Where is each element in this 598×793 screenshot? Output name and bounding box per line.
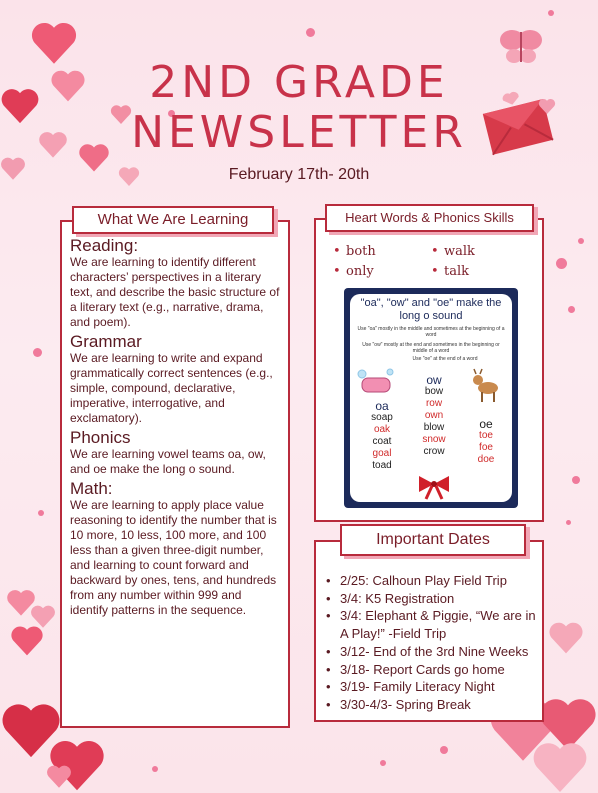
section-heading: Grammar [70, 332, 142, 351]
section-reading [70, 236, 282, 330]
newsletter-title [0, 58, 598, 158]
ow-column [412, 374, 456, 458]
dot-decoration [152, 766, 158, 772]
date-range: February 17th- 20th [228, 166, 370, 183]
heart-decoration [46, 764, 72, 788]
phonics-card-title-line: "oa", "ow" and "oe" make the [360, 297, 502, 309]
section-math [70, 479, 282, 618]
phonics-card-title-line: long o sound [399, 310, 463, 322]
dot-decoration [380, 760, 386, 766]
dot-decoration [566, 520, 571, 525]
column-word: bow [424, 386, 444, 397]
column-word: toe [479, 430, 493, 441]
dot-decoration [568, 306, 575, 313]
section-grammar [70, 332, 282, 426]
heart-words-panel [314, 218, 544, 522]
important-dates-header: Important Dates [340, 524, 526, 556]
heart-word: • walk [444, 244, 475, 259]
section-heading: Phonics [70, 428, 131, 447]
section-text: We are learning to apply place value reasoning to identify the number that is 10 more, 10 less, 100 more, and 100 less than a given three-digit number, and learning to count forward and backward by ones, tens, and hundreds from any number within 999 and identify patterns in the sequence. [70, 498, 277, 617]
column-word: toad [372, 460, 392, 471]
section-heading: Reading: [70, 236, 139, 255]
section-text: We are learning to write and expand grammatically correct sentences (e.g., simple, compound, declarative, imperative, interrogative, and exclamatory). [70, 351, 273, 425]
date-item: • 3/12- End of the 3rd Nine Weeks [326, 643, 538, 661]
column-word: crow [423, 446, 445, 457]
phonics-note: Use "oe" at the end of a word [412, 356, 478, 362]
column-head: ow [426, 373, 442, 387]
column-head: oa [375, 399, 389, 413]
soap-icon [356, 366, 396, 396]
section-phonics [70, 428, 282, 477]
phonics-note: Use "oa" mostly in the middle and sometimes at the beginning of a word [357, 326, 505, 338]
column-word: snow [422, 434, 446, 445]
section-text: We are learning to identify different characters’ perspectives in a literary text, and describe the basic structure of a literary text (e.g., narrative, drama, and poem). [70, 255, 280, 329]
learning-header: What We Are Learning [72, 206, 274, 234]
bow-icon [416, 474, 452, 500]
heart-decoration [530, 740, 590, 792]
heart-decoration [548, 620, 584, 654]
oe-column [466, 418, 506, 466]
oa-column [362, 400, 402, 472]
column-word: coat [372, 436, 392, 447]
dot-decoration [306, 28, 315, 37]
date-item: • 2/25: Calhoun Play Field Trip [326, 572, 538, 590]
heart-word: • talk [444, 264, 469, 279]
title-line-2: NEWSLETTER [131, 107, 467, 158]
date-item: • 3/4: K5 Registration [326, 590, 538, 608]
deer-icon [468, 368, 504, 404]
date-item: • 3/4: Elephant & Piggie, “We are in A Play!” -Field Trip [326, 607, 538, 642]
column-word: goal [372, 448, 392, 459]
column-word: row [425, 398, 443, 409]
title-line-1: 2ND GRADE [149, 57, 449, 108]
important-dates-list [326, 572, 538, 714]
dot-decoration [440, 746, 448, 754]
learning-body [70, 236, 282, 620]
phonics-card-inner [350, 294, 512, 502]
dot-decoration [572, 476, 580, 484]
learning-panel [60, 220, 290, 728]
important-dates-panel [314, 540, 544, 722]
section-heading: Math: [70, 479, 113, 498]
heart-word: • both [346, 244, 376, 259]
column-head: oe [479, 417, 493, 431]
dot-decoration [556, 258, 567, 269]
dot-decoration [578, 238, 584, 244]
heart-words-header: Heart Words & Phonics Skills [325, 204, 534, 232]
column-word: soap [371, 412, 393, 423]
section-text: We are learning vowel teams oa, ow, and oe make the long o sound. [70, 447, 266, 476]
date-item: • 3/19- Family Literacy Night [326, 678, 538, 696]
dot-decoration [33, 348, 42, 357]
dot-decoration [548, 10, 554, 16]
phonics-card [344, 288, 518, 508]
column-word: blow [423, 422, 445, 433]
column-word: oak [373, 424, 391, 435]
phonics-card-title [350, 297, 512, 323]
date-item: • 3/30-4/3- Spring Break [326, 696, 538, 714]
date-item: • 3/18- Report Cards go home [326, 661, 538, 679]
column-word: foe [479, 442, 493, 453]
column-word: doe [477, 454, 495, 465]
heart-word: • only [346, 264, 374, 279]
dot-decoration [38, 510, 44, 516]
column-word: own [424, 410, 444, 421]
phonics-note: Use "ow" mostly at the end and sometimes in the beginning or middle of a word [362, 342, 500, 354]
heart-decoration [10, 624, 44, 656]
